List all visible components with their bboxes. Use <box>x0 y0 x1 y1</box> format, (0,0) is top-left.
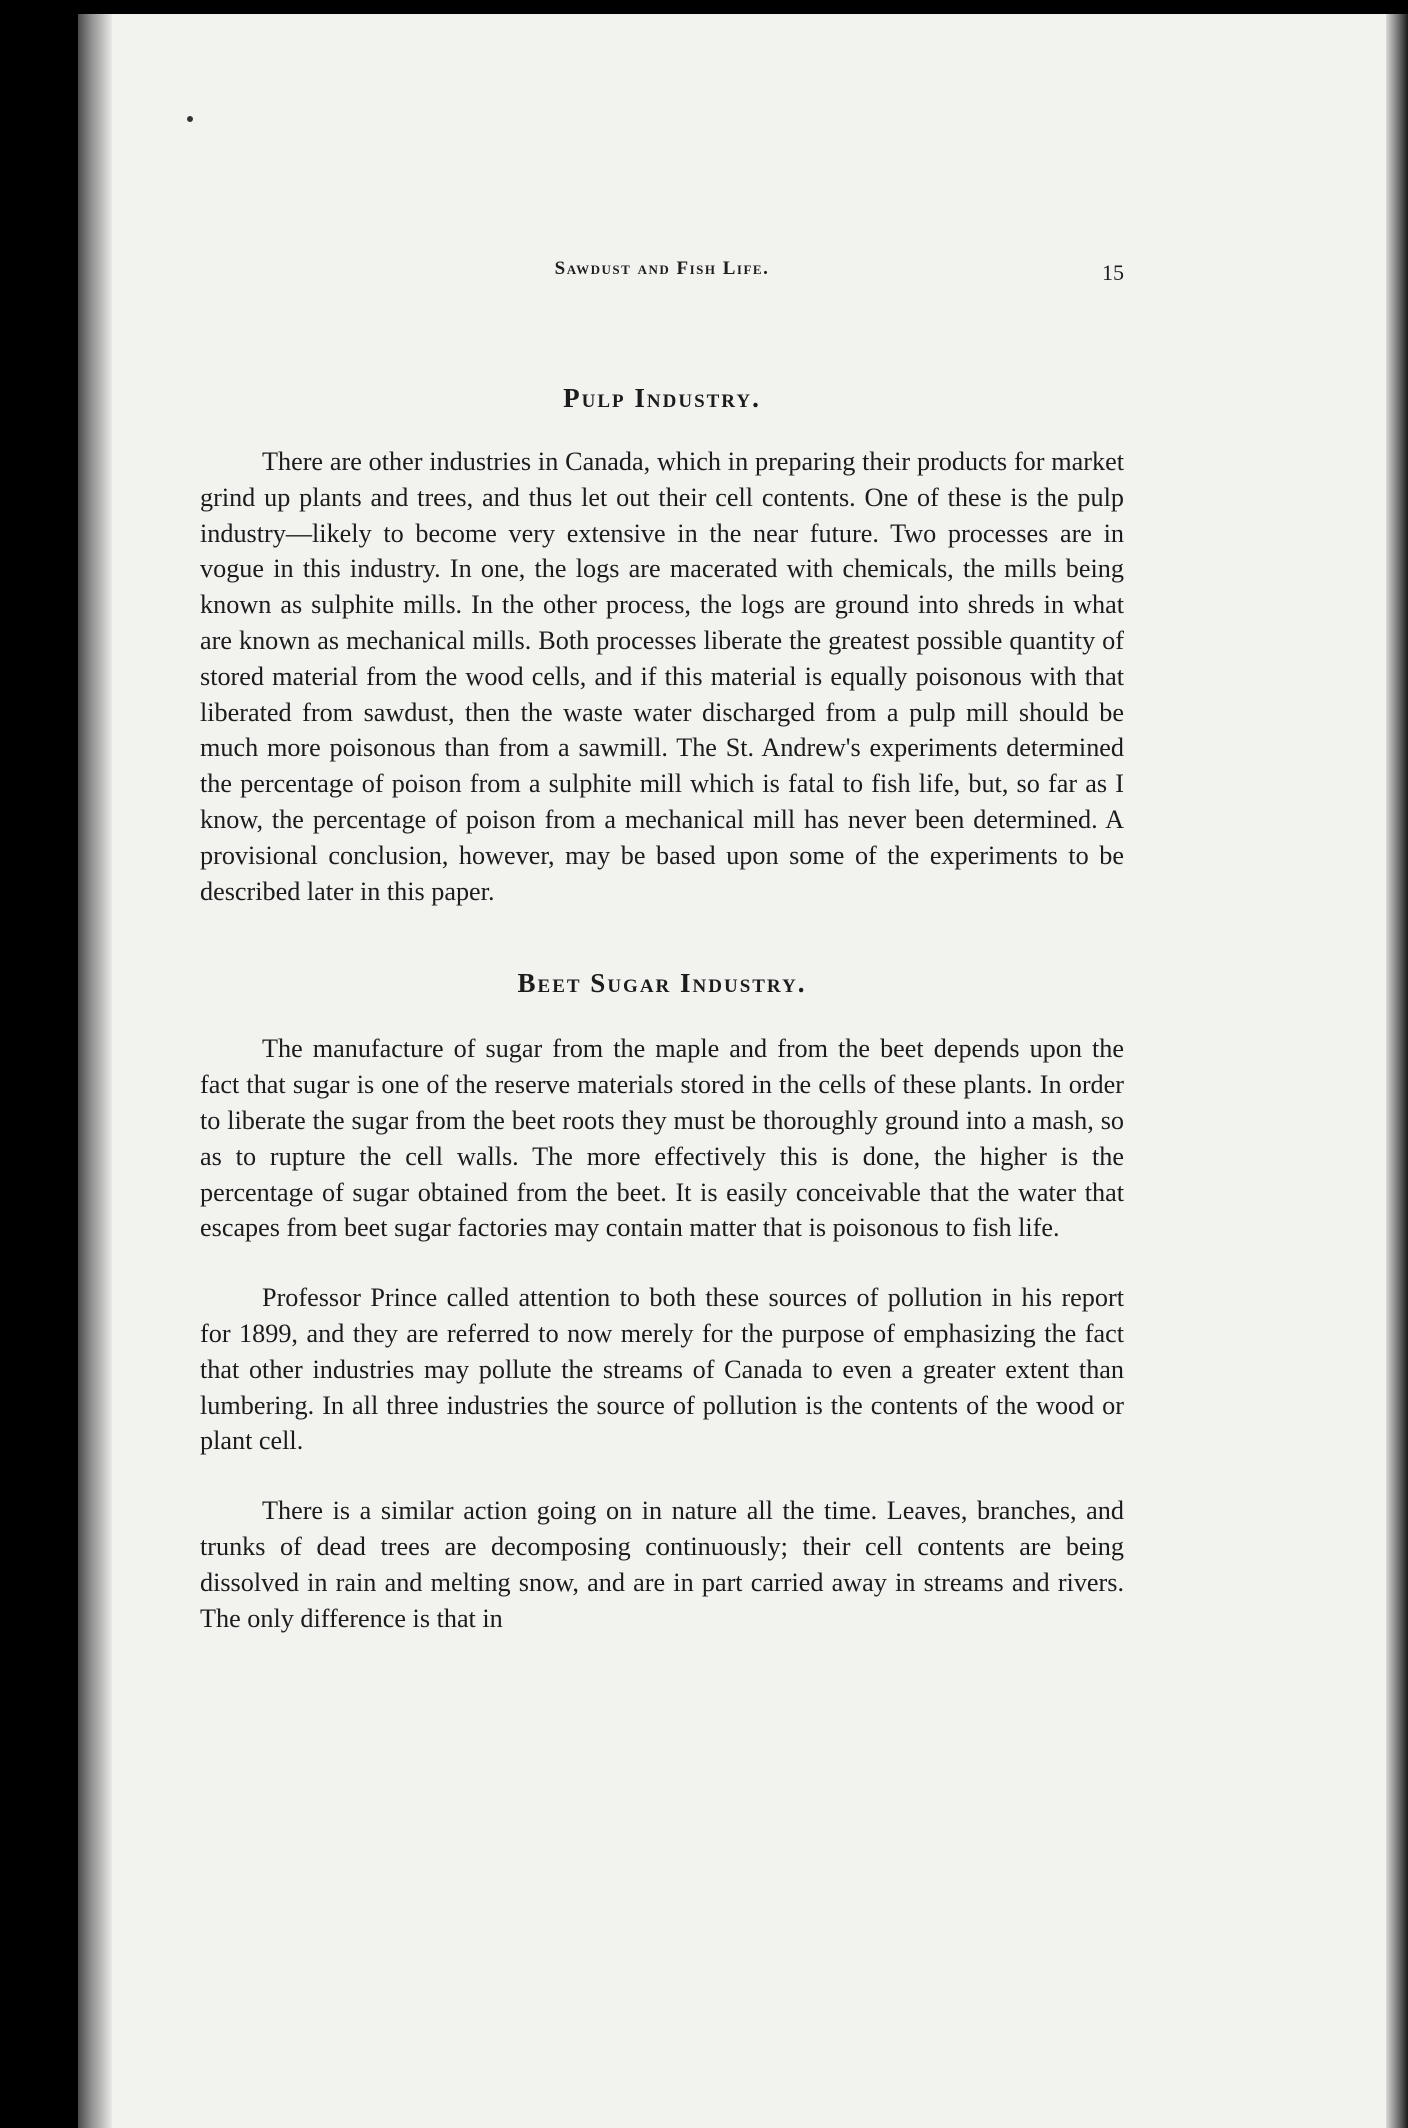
section-heading-pulp-industry: Pulp Industry. <box>563 383 761 413</box>
ink-speck <box>187 116 193 122</box>
page-right-edge <box>1386 14 1408 2128</box>
paragraph-professor-prince: Professor Prince called attention to both these sources of pollution in his report for 1899, and they are referred to now merely for the purpose of emphasizing the fact that other industries may pollute the streams of Canada to even a greater extent than lumbering. In all three industries the source of pollution is the contents of the wood or plant cell. <box>200 1283 1124 1456</box>
paragraph-pulp-industry: There are other industries in Canada, which in preparing their products for market grind up plants and trees, and thus let out their cell contents. One of these is the pulp industry—likely to become very extensive in the near future. Two processes are in vogue in this industry. In one, the logs are macerated with chemicals, the mills being known as sulphite mills. In the other process, the logs are ground into shreds in what are known as mechanical mills. Both processes liberate the greatest possible quantity of stored material from the wood cells, and if this material is equally poisonous with that liberated from sawdust, then the waste water discharged from a pulp mill should be much more poisonous than from a sawmill. The St. Andrew's experiments determined the percentage of poison from a sulphite mill which is fatal to fish life, but, so far as I know, the percentage of poison from a mechanical mill has never been determined. A provisional conclusion, however, may be based upon some of the experiments to be described later in this paper. <box>200 447 1124 906</box>
paragraph-nature-action: There is a similar action going on in nature all the time. Leaves, branches, and trunks of dead trees are decomposing continuously; their cell contents are being dissolved in rain and melting snow, and are in part carried away in streams and rivers. The only difference is that in <box>200 1496 1124 1633</box>
section-heading-beet-sugar-industry: Beet Sugar Industry. <box>517 968 807 999</box>
running-title: Sawdust and Fish Life. <box>554 258 770 279</box>
page-binding-shadow <box>78 14 112 2128</box>
paragraph-beet-sugar-manufacture: The manufacture of sugar from the maple and from the beet depends upon the fact that sugar is one of the reserve materials stored in the cells of these plants. In order to liberate the sugar from the beet roots they must be thoroughly ground into a mash, so as to rupture the cell walls. The more effectively this is done, the higher is the percentage of sugar obtained from the beet. It is easily conceivable that the water that escapes from beet sugar factories may contain matter that is poisonous to fish life. <box>200 1034 1124 1243</box>
page-body <box>200 378 1124 1636</box>
running-head <box>200 258 1124 288</box>
page-number: 15 <box>1102 260 1124 285</box>
